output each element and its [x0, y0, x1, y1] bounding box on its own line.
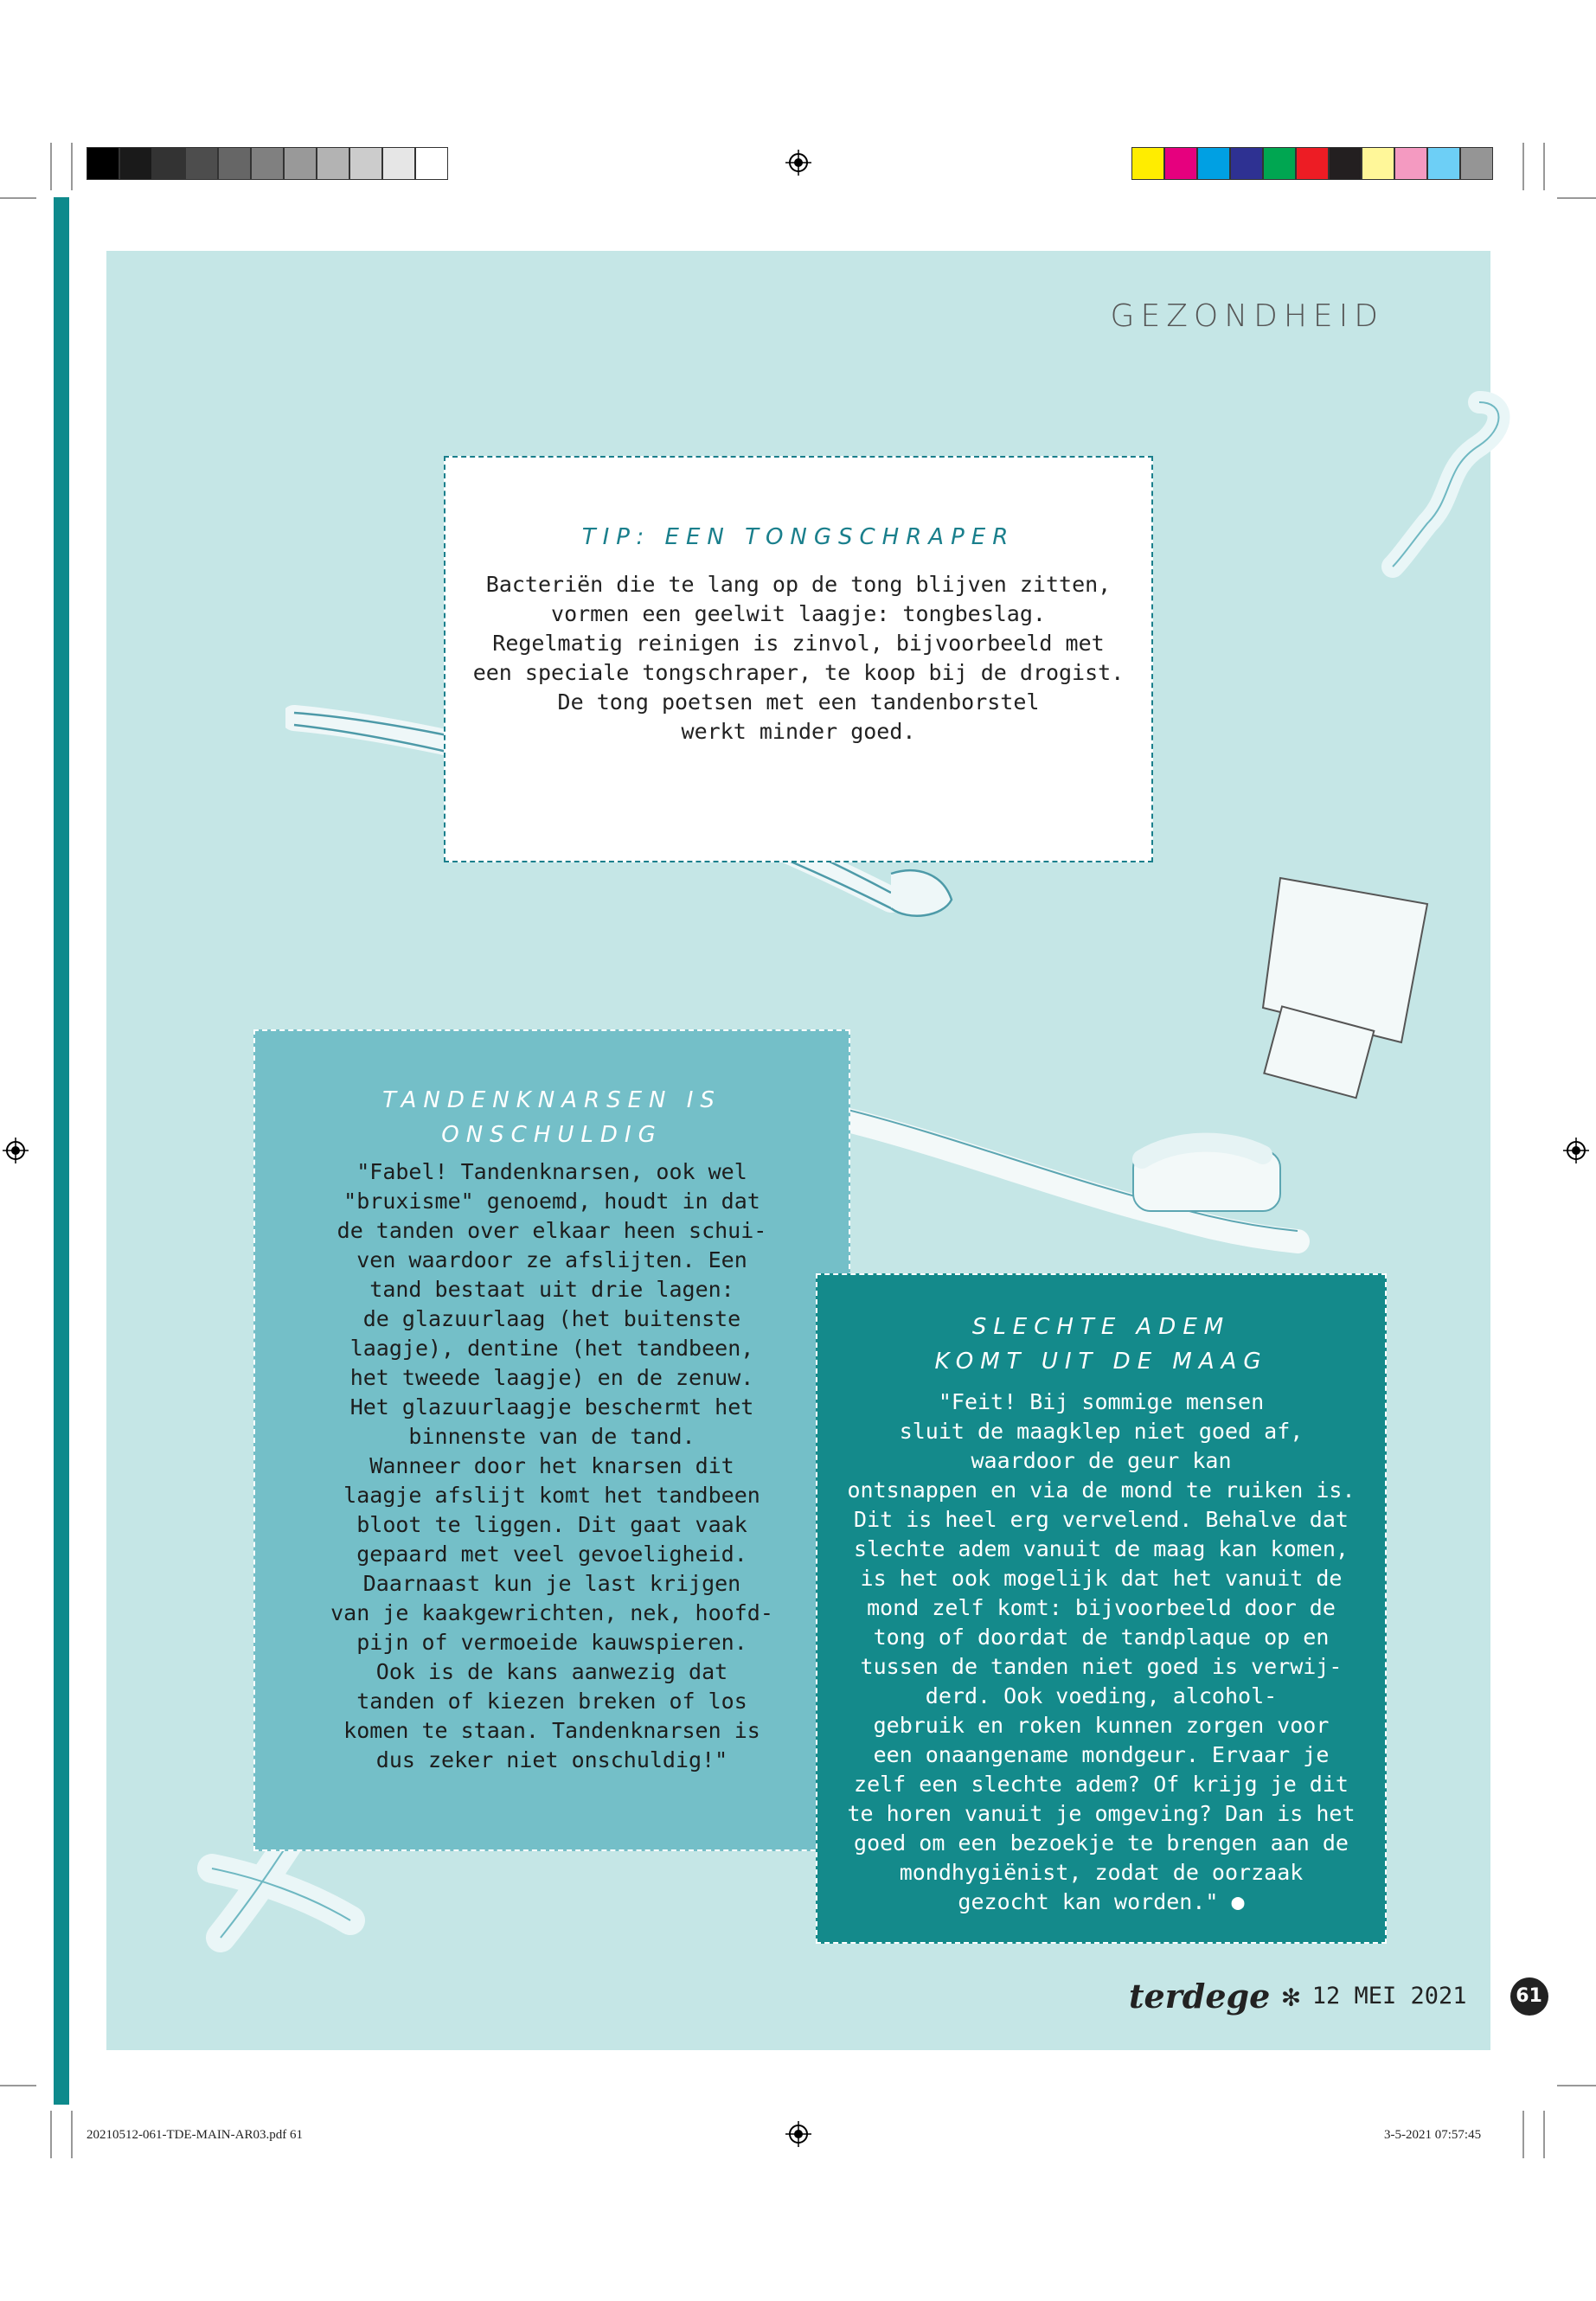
crop-mark: [50, 2111, 52, 2158]
color-swatch: [1394, 147, 1427, 180]
toothbrush-icon: [848, 1086, 1332, 1285]
tip-body: Bacteriën die te lang op de tong blijven zitten, vormen een geelwit laagje: tongbeslag. Regelmatig reinigen is zinvol, bijvoorbeeld met een speciale tongschraper, te koop bij de drogist. De tong poetsen met een tandenborstel werkt minder goed.: [472, 572, 1125, 744]
crop-mark: [0, 197, 36, 199]
crop-mark: [1522, 143, 1524, 190]
registration-mark-icon: [785, 150, 811, 176]
color-swatch: [284, 147, 317, 180]
crop-mark: [1522, 2111, 1524, 2158]
color-swatch: [317, 147, 349, 180]
color-swatch: [1460, 147, 1493, 180]
crop-mark: [1557, 197, 1596, 199]
tip-title: TIP: EEN TONGSCHRAPER: [581, 524, 1016, 550]
registration-mark-icon: [1563, 1138, 1589, 1163]
color-swatch: [251, 147, 284, 180]
cmyk-color-bar: [1131, 147, 1493, 182]
page-footer: [1129, 1977, 1548, 2016]
toothpaste-squiggle-icon: [1375, 385, 1514, 584]
color-swatch: [1164, 147, 1197, 180]
bad-breath-body: "Feit! Bij sommige mensen sluit de maagklep niet goed af, waardoor de geur kan ontsnappen en via de mond te ruiken is. Dit is heel erg vervelend. Behalve dat slechte adem vanuit de maag kan komen, is het ook mogelijk dat het vanuit de mond zelf komt: bijvoorbeeld door de tong of doordat de tandplaque op en tussen de tanden niet goed is verwij- derd. Ook voeding, alcohol- gebruik en roken kunnen zorgen voor een onaangename mondgeur. Ervaar je zelf een slechte adem? Of krijg je dit te horen vanuit je omgeving? Dan is het goed om een bezoekje te brengen aan de mondhygiënist, zodat de oorzaak gezocht kan worden." ●: [847, 1389, 1356, 1914]
color-swatch: [185, 147, 218, 180]
color-swatch: [1362, 147, 1394, 180]
star-separator-icon: ✻: [1282, 1978, 1300, 2014]
color-swatch: [119, 147, 152, 180]
crop-mark: [71, 2111, 73, 2158]
color-swatch: [218, 147, 251, 180]
registration-mark-icon: [3, 1138, 29, 1163]
color-swatch: [1427, 147, 1460, 180]
teeth-grinding-box: [253, 1029, 850, 1851]
color-swatch: [1230, 147, 1263, 180]
crop-mark: [50, 143, 52, 190]
color-swatch: [152, 147, 185, 180]
section-label: GEZONDHEID: [1110, 298, 1384, 334]
teeth-grinding-title: TANDENKNARSEN IS ONSCHULDIG: [382, 1087, 721, 1148]
page-number-badge: 61: [1510, 1977, 1548, 2016]
teeth-grinding-body: "Fabel! Tandenknarsen, ook wel "bruxisme" genoemd, houdt in dat de tanden over elkaar heen schui- ven waardoor ze afslijten. Een tand bestaat uit drie lagen: de glazuurlaag (het buitenste laagje), dentine (het tandbeen, het tweede laagje) en de zenuw. Het glazuurlaagje beschermt het binnenste van de tand. Wanneer door het knarsen dit laagje afslijt komt het tandbeen bloot te liggen. Dit gaat vaak gepaard met veel gevoeligheid. Daarnaast kun je last krijgen van je kaakgewrichten, nek, hoofd- pijn of vermoeide kauwspieren. Ook is de kans aanwezig dat tanden of kiezen breken of los komen te staan. Tandenknarsen is dus zeker niet onschuldig!": [330, 1159, 773, 1772]
grayscale-color-bar: [87, 147, 448, 182]
color-swatch: [1263, 147, 1296, 180]
color-swatch: [1329, 147, 1362, 180]
registration-mark-icon: [785, 2121, 811, 2147]
bad-breath-title: SLECHTE ADEM KOMT UIT DE MAAG: [934, 1314, 1268, 1375]
color-swatch: [382, 147, 415, 180]
color-swatch: [349, 147, 382, 180]
crop-mark: [0, 2085, 36, 2086]
crop-mark: [1543, 143, 1545, 190]
color-swatch: [1197, 147, 1230, 180]
issue-date: 12 MEI 2021: [1311, 1983, 1467, 2009]
crop-mark: [71, 143, 73, 190]
print-slug-timestamp: 3-5-2021 07:57:45: [1384, 2128, 1482, 2142]
accent-side-bar: [54, 197, 69, 2105]
color-swatch: [1296, 147, 1329, 180]
crop-mark: [1543, 2111, 1545, 2158]
print-slug-file: 20210512-061-TDE-MAIN-AR03.pdf 61: [87, 2128, 303, 2142]
color-swatch: [415, 147, 448, 180]
color-swatch: [87, 147, 119, 180]
tip-box: [444, 456, 1153, 862]
bad-breath-box: [816, 1273, 1387, 1944]
crop-mark: [1557, 2085, 1596, 2086]
color-swatch: [1131, 147, 1164, 180]
brand-logo: terdege: [1129, 1977, 1271, 2016]
